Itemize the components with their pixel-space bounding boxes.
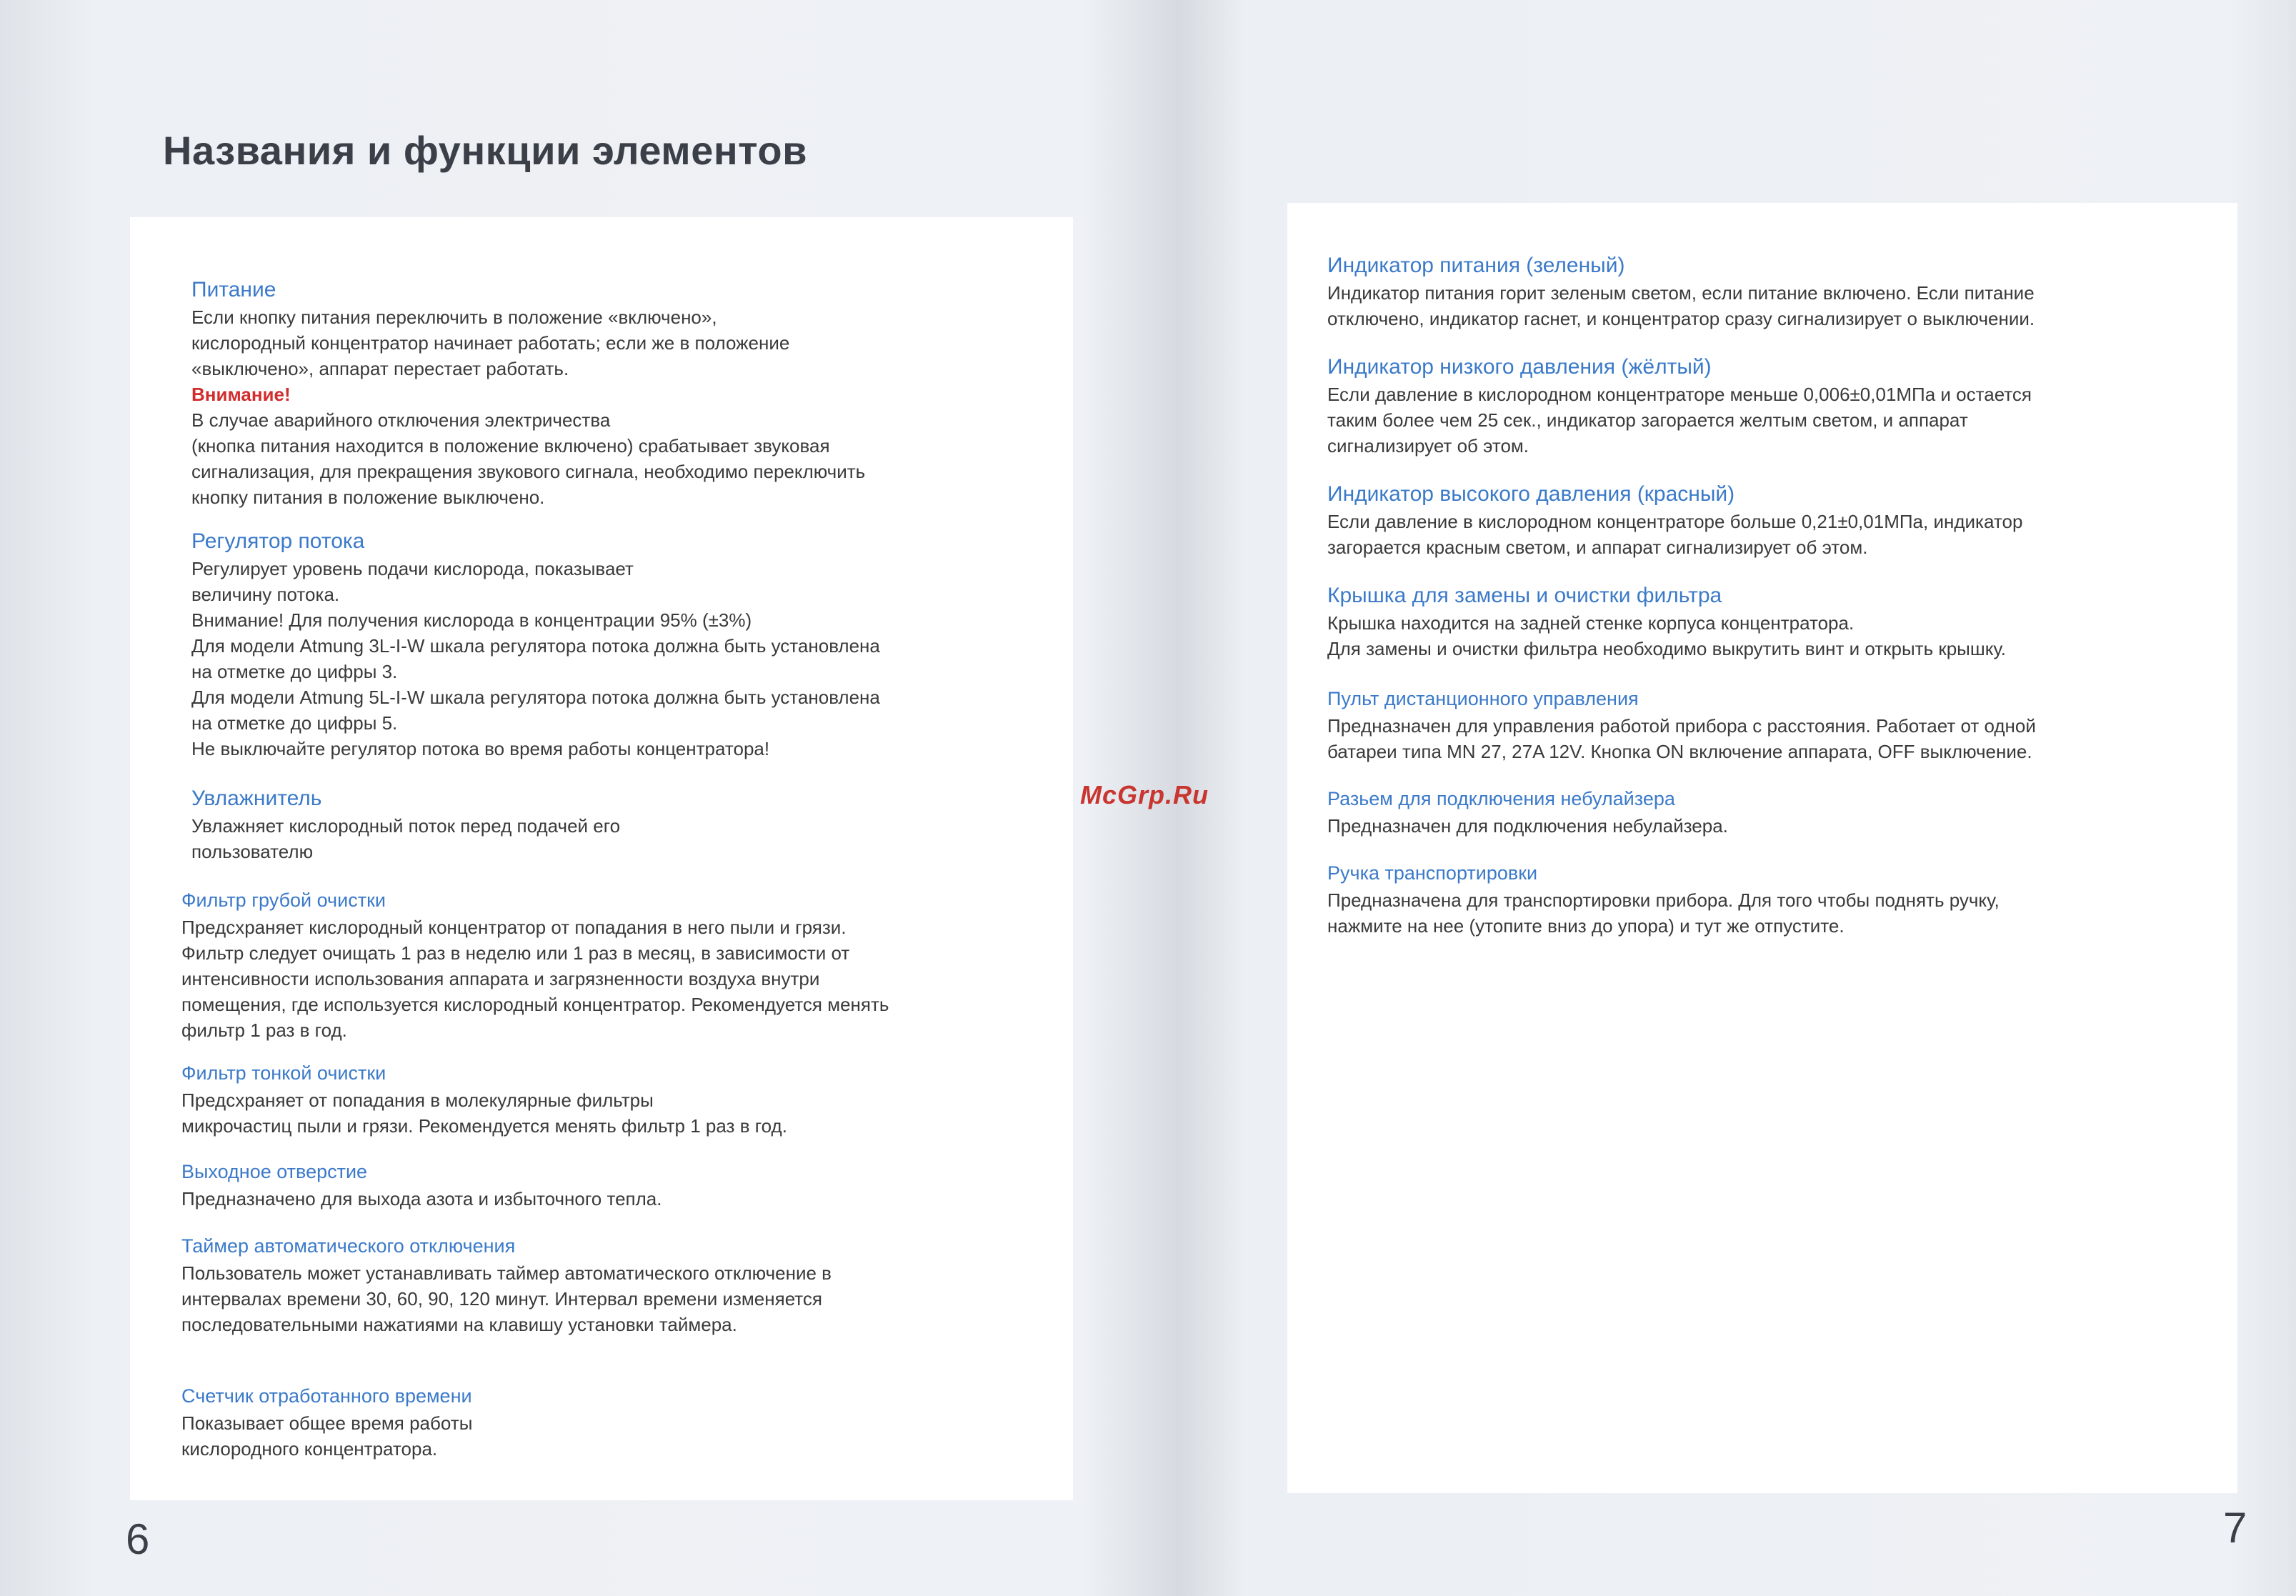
- section-timer: [181, 1233, 1124, 1337]
- section-flow-regulator: [191, 529, 1134, 762]
- section-nebulizer-connector: [1327, 786, 2277, 839]
- section-title: Индикатор низкого давления (жёлтый): [1327, 355, 1712, 379]
- section-power: [191, 277, 1134, 510]
- section-title: Ручка транспортировки: [1327, 862, 1538, 884]
- section-title: Разьем для подключения небулайзера: [1327, 788, 1675, 809]
- section-title: Увлажнитель: [191, 787, 322, 810]
- section-power-indicator: [1327, 253, 2277, 331]
- section-text: Предназначена для транспортировки прибора. Для того чтобы поднять ручку, нажмите на нее (утопите вниз до упора) и тут же отпустите.: [1327, 889, 2000, 937]
- section-title: Счетчик отработанного времени: [181, 1385, 472, 1407]
- section-text: Увлажняет кислородный поток перед подачей его пользователю: [191, 815, 621, 862]
- section-high-pressure-indicator: [1327, 482, 2277, 560]
- section-title: Индикатор питания (зеленый): [1327, 254, 1625, 277]
- section-text: Показывает общее время работы кислородного концентратора.: [181, 1412, 473, 1460]
- section-outlet: [181, 1159, 1124, 1212]
- section-title: Регулятор потока: [191, 529, 365, 553]
- right-content-panel: [1287, 203, 2237, 1493]
- section-coarse-filter: [181, 887, 1124, 1043]
- section-title: Индикатор высокого давления (красный): [1327, 482, 1735, 506]
- section-humidifier: [191, 786, 1134, 864]
- section-text: Предназначен для подключения небулайзера.: [1327, 815, 1728, 837]
- page-number-left: 6: [126, 1515, 150, 1563]
- warning-label: Внимание!: [191, 384, 291, 405]
- section-title: Выходное отверстие: [181, 1161, 368, 1182]
- section-text: Предназначен для управления работой прибора с расстояния. Работает от одной батареи типа MN 27, 27A 12V. Кнопка ON включение аппарата, OFF выключение.: [1327, 715, 2036, 762]
- section-text: Предсхраняет от попадания в молекулярные фильтры микрочастиц пыли и грязи. Рекомендуется менять фильтр 1 раз в год.: [181, 1089, 787, 1137]
- section-title: Крышка для замены и очистки фильтра: [1327, 584, 1722, 607]
- section-text: Если давление в кислородном концентраторе больше 0,21±0,01МПа, индикатор загорается красным светом, и аппарат сигнализирует об этом.: [1327, 511, 2023, 558]
- section-carry-handle: [1327, 860, 2277, 939]
- section-title: Пульт дистанционного управления: [1327, 688, 1639, 709]
- section-fine-filter: [181, 1060, 1124, 1139]
- section-filter-cover: [1327, 583, 2277, 662]
- section-text: Предназначено для выхода азота и избыточного тепла.: [181, 1188, 662, 1210]
- section-title: Таймер автоматического отключения: [181, 1235, 516, 1257]
- section-text: Регулирует уровень подачи кислорода, показывает величину потока. Внимание! Для получения кислорода в концентрации 95% (±3%) Для модели Atmung 3L-I-W шкала регулятора потока должна быть установлена на отметке до цифры 3. Для модели Atmung 5L-I-W шкала регулятора потока должна быть установлена на отметке до цифры 5. Не выключайте регулятор потока во время работы концентратора!: [191, 558, 880, 759]
- section-text: Если давление в кислородном концентраторе меньше 0,006±0,01МПа и остается таким более чем 25 сек., индикатор загорается желтым светом, и аппарат сигнализирует об этом.: [1327, 384, 2032, 457]
- section-text: Индикатор питания горит зеленым светом, если питание включено. Если питание отключено, индикатор гаснет, и концентратор сразу сигнализирует о выключении.: [1327, 282, 2035, 329]
- section-text: Если кнопку питания переключить в положение «включено», кислородный концентратор начинает работать; если же в положение «выключено», аппарат перестает работать.: [191, 306, 790, 379]
- section-text: Предсхраняет кислородный концентратор от попадания в него пыли и грязи. Фильтр следует очищать 1 раз в неделю или 1 раз в месяц, в зависимости от интенсивности использования аппарата и загрязненности воздуха внутри помещения, где используется кислородный концентратор. Рекомендуется менять фильтр 1 раз в год.: [181, 917, 889, 1041]
- section-text: В случае аварийного отключения электричества (кнопка питания находится в положение включено) срабатывает звуковая сигнализация, для прекращения звукового сигнала, необходимо переключить кнопку питания в положение выключено.: [191, 409, 866, 508]
- section-title: Фильтр грубой очистки: [181, 889, 386, 911]
- page-number-right: 7: [2223, 1504, 2247, 1552]
- left-content-panel: [130, 217, 1073, 1500]
- page-heading: Названия и функции элементов: [163, 128, 807, 173]
- section-title: Фильтр тонкой очистки: [181, 1062, 386, 1084]
- section-title: Питание: [191, 278, 276, 301]
- section-remote-control: [1327, 686, 2277, 764]
- section-low-pressure-indicator: [1327, 354, 2277, 459]
- section-text: Пользователь может устанавливать таймер автоматического отключение в интервалах времени 30, 60, 90, 120 минут. Интервал времени изменяется последовательными нажатиями на клавишу установки таймера.: [181, 1262, 832, 1335]
- watermark: McGrp.Ru: [1080, 780, 1209, 809]
- section-hour-counter: [181, 1383, 1124, 1462]
- section-text: Крышка находится на задней стенке корпуса концентратора. Для замены и очистки фильтра необходимо выкрутить винт и открыть крышку.: [1327, 612, 2007, 659]
